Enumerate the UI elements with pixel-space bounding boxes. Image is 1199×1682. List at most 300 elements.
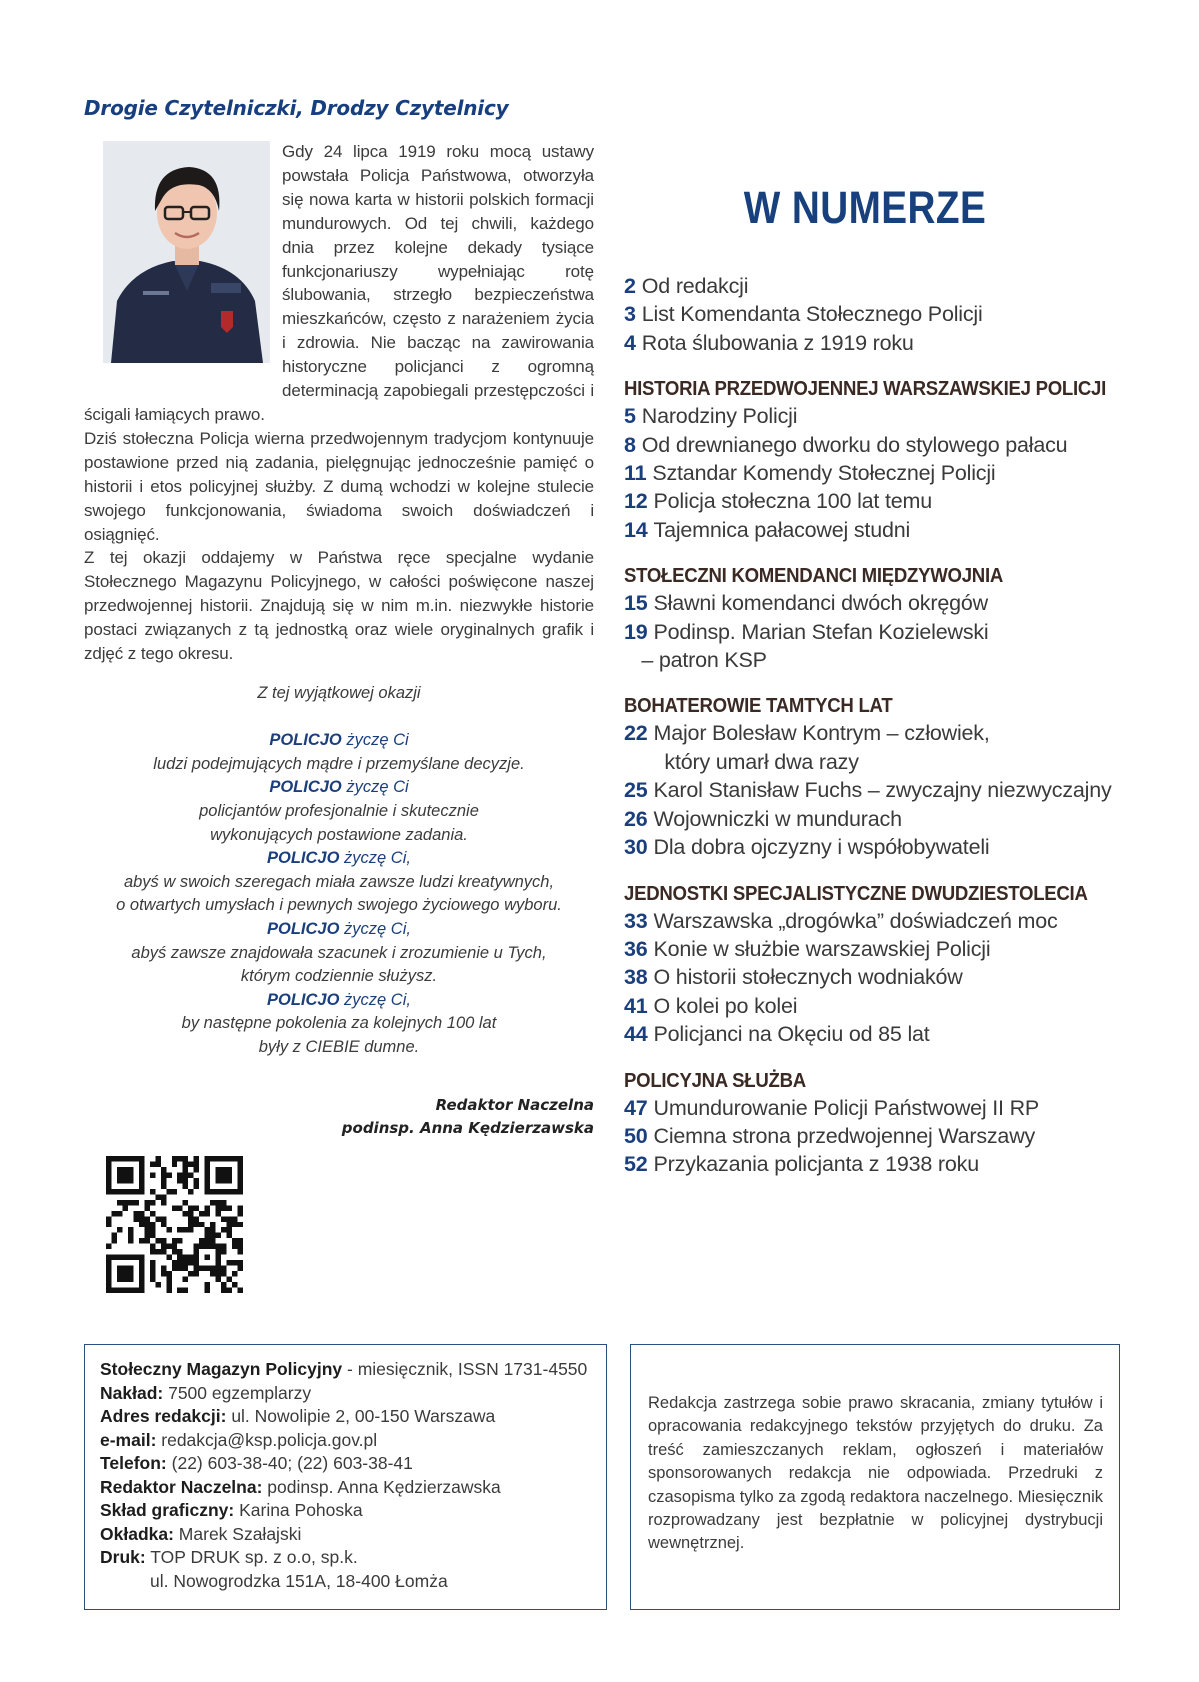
qr-module: [139, 1156, 144, 1161]
qr-module: [133, 1216, 138, 1221]
toc-page-number: 50: [624, 1123, 648, 1148]
qr-module: [194, 1216, 199, 1221]
qr-module: [122, 1200, 127, 1205]
qr-module: [139, 1266, 144, 1271]
qr-module: [188, 1271, 193, 1276]
qr-module: [161, 1271, 166, 1276]
qr-module: [161, 1266, 166, 1271]
qr-module: [199, 1266, 204, 1271]
qr-module: [128, 1156, 133, 1161]
wish-line: policjantów profesjonalnie i skutecznie: [199, 801, 479, 820]
qr-module: [210, 1227, 215, 1232]
qr-module: [232, 1189, 237, 1194]
toc-entry[interactable]: [624, 516, 1184, 544]
wishes-list: [84, 729, 594, 1059]
qr-module: [150, 1172, 155, 1177]
qr-module: [111, 1156, 116, 1161]
qr-module: [139, 1161, 144, 1166]
qr-module: [117, 1271, 122, 1276]
imprint-key: Redaktor Naczelna:: [100, 1476, 263, 1497]
qr-module: [210, 1244, 215, 1249]
qr-module: [128, 1189, 133, 1194]
toc-page-number: 30: [624, 835, 648, 860]
wishes-intro: Z tej wyjątkowej okazji: [257, 684, 421, 702]
qr-module: [106, 1216, 111, 1221]
toc-entry[interactable]: [624, 805, 1184, 833]
qr-module: [150, 1222, 155, 1227]
qr-module: [122, 1172, 127, 1177]
qr-module: [128, 1277, 133, 1282]
toc-entry[interactable]: [624, 272, 1184, 300]
qr-module: [150, 1260, 155, 1265]
qr-module: [166, 1189, 171, 1194]
qr-module: [232, 1244, 237, 1249]
qr-module: [227, 1260, 232, 1265]
imprint-details: [100, 1358, 600, 1593]
qr-module: [183, 1288, 188, 1293]
qr-module: [117, 1266, 122, 1271]
qr-module: [188, 1222, 193, 1227]
qr-module: [139, 1282, 144, 1287]
qr-module: [122, 1156, 127, 1161]
qr-module: [166, 1282, 171, 1287]
qr-module: [172, 1161, 177, 1166]
qr-module: [199, 1211, 204, 1216]
toc-entry[interactable]: [624, 1094, 1184, 1122]
qr-module: [161, 1178, 166, 1183]
qr-module: [128, 1227, 133, 1232]
qr-module: [183, 1255, 188, 1260]
qr-module: [144, 1233, 149, 1238]
qr-module: [194, 1271, 199, 1276]
qr-module: [106, 1161, 111, 1166]
toc-section-heading: STOŁECZNI KOMENDANCI MIĘDZYWOJNIA: [624, 565, 1003, 588]
qr-module: [128, 1288, 133, 1293]
qr-module: [155, 1282, 160, 1287]
qr-module: [155, 1161, 160, 1166]
qr-module: [238, 1183, 243, 1188]
qr-module: [117, 1227, 122, 1232]
qr-module: [238, 1260, 243, 1265]
qr-module: [216, 1200, 221, 1205]
signature-name: podinsp. Anna Kędzierzawska: [341, 1119, 594, 1137]
qr-module: [227, 1172, 232, 1177]
wish-line: wykonujących postawione zadania.: [210, 825, 468, 844]
qr-module: [128, 1271, 133, 1276]
qr-module: [238, 1244, 243, 1249]
qr-module: [117, 1167, 122, 1172]
qr-module: [144, 1227, 149, 1232]
qr-module: [205, 1183, 210, 1188]
qr-module: [205, 1244, 210, 1249]
toc-entry[interactable]: [624, 618, 1184, 646]
qr-module: [227, 1233, 232, 1238]
toc-entry[interactable]: [624, 963, 1184, 991]
qr-module: [128, 1167, 133, 1172]
qr-module: [139, 1288, 144, 1293]
toc-entry-title: Major Bolesław Kontrym – człowiek,: [653, 721, 990, 746]
qr-module: [188, 1189, 193, 1194]
qr-module: [144, 1216, 149, 1221]
qr-module: [144, 1238, 149, 1243]
toc-section: [624, 693, 1184, 861]
wish-keyword-line: [84, 729, 594, 753]
qr-module: [183, 1211, 188, 1216]
toc-entry-title: Rota ślubowania z 1919 roku: [641, 330, 914, 355]
wish-keyword: POLICJO: [269, 778, 342, 797]
qr-module: [216, 1244, 221, 1249]
qr-module: [139, 1183, 144, 1188]
qr-module: [161, 1200, 166, 1205]
qr-module: [238, 1172, 243, 1177]
toc-entry[interactable]: [624, 646, 1184, 674]
qr-module: [216, 1172, 221, 1177]
toc-entry[interactable]: [624, 589, 1184, 617]
qr-module: [106, 1260, 111, 1265]
qr-module: [122, 1189, 127, 1194]
wish-keyword-line: [84, 776, 594, 800]
toc-entry-title: Konie w służbie warszawskiej Policji: [653, 936, 991, 961]
qr-module: [133, 1211, 138, 1216]
qr-module: [216, 1255, 221, 1260]
qr-module: [150, 1200, 155, 1205]
qr-module: [106, 1156, 111, 1161]
toc-entry-title: Od drewnianego dworku do stylowego pałacu: [641, 432, 1068, 457]
imprint-row: [100, 1429, 600, 1453]
toc-entry[interactable]: [624, 935, 1184, 963]
wish-keyword: POLICJO: [267, 990, 340, 1009]
imprint-key: Adres redakcji:: [100, 1406, 227, 1426]
qr-module: [150, 1249, 155, 1254]
qr-module: [139, 1238, 144, 1243]
toc-page-number: 26: [624, 806, 648, 831]
qr-module: [166, 1271, 171, 1276]
qr-module: [128, 1178, 133, 1183]
qr-module: [238, 1205, 243, 1210]
wish-verb: życzę Ci,: [344, 990, 411, 1009]
qr-module: [194, 1255, 199, 1260]
qr-module: [117, 1211, 122, 1216]
toc-page-number: 2: [624, 274, 636, 298]
qr-module: [172, 1249, 177, 1254]
toc-page-number: 5: [624, 404, 636, 429]
qr-module: [161, 1222, 166, 1227]
toc-page-number: 3: [624, 302, 636, 327]
imprint-value: redakcja@ksp.policja.gov.pl: [156, 1429, 378, 1450]
qr-module: [150, 1244, 155, 1249]
toc-page-number: 47: [624, 1095, 648, 1120]
qr-module: [106, 1244, 111, 1249]
imprint-row: [100, 1546, 600, 1570]
toc-entry[interactable]: [624, 402, 1184, 430]
wish-line: by następne pokolenia za kolejnych 100 lat: [181, 1014, 497, 1033]
toc-page-number: 11: [624, 461, 647, 486]
qr-module: [183, 1183, 188, 1188]
toc-page-number: 36: [624, 936, 648, 961]
qr-module: [122, 1277, 127, 1282]
qr-module: [106, 1167, 111, 1172]
imprint-key: Nakład:: [100, 1382, 164, 1403]
qr-module: [238, 1249, 243, 1254]
letter-paragraph: Z tej okazji oddajemy w Państwa ręce specjalne wydanie Stołecznego Magazynu Policyjnego, w całości poświęcone naszej przedwojennej historii. Znajdują się w nim m.in. niezwykłe historie postaci związanych z tą jednostką oraz wiele oryginalnych grafik i zdjęć z tego okresu.: [84, 548, 594, 664]
toc-entry[interactable]: [624, 833, 1184, 861]
wish-line: abyś zawsze znajdowała szacunek i zrozumienie u Tych,: [131, 943, 547, 962]
qr-module: [188, 1255, 193, 1260]
qr-module: [122, 1255, 127, 1260]
qr-module: [172, 1156, 177, 1161]
qr-module: [227, 1156, 232, 1161]
qr-module: [221, 1167, 226, 1172]
qr-module: [155, 1156, 160, 1161]
qr-module: [188, 1227, 193, 1232]
toc-entry-title: Ciemna strona przedwojennej Warszawy: [653, 1123, 1036, 1148]
qr-module: [166, 1227, 171, 1232]
qr-module: [188, 1161, 193, 1166]
qr-module: [238, 1156, 243, 1161]
qr-module: [177, 1249, 182, 1254]
toc-entry[interactable]: [624, 1150, 1184, 1178]
imprint-row: [100, 1570, 600, 1594]
toc-entry-title: Sztandar Komendy Stołecznej Policji: [652, 461, 996, 486]
qr-module: [221, 1216, 226, 1221]
qr-module: [194, 1161, 199, 1166]
toc-section-heading: BOHATEROWIE TAMTYCH LAT: [624, 695, 893, 718]
toc-entry[interactable]: [624, 748, 1184, 776]
qr-module: [205, 1167, 210, 1172]
qr-module: [177, 1255, 182, 1260]
imprint-row: [100, 1499, 600, 1523]
qr-module: [227, 1167, 232, 1172]
toc-entry-title: Wojowniczki w mundurach: [653, 806, 902, 831]
toc-entry[interactable]: [624, 719, 1184, 747]
qr-module: [205, 1156, 210, 1161]
qr-module: [155, 1238, 160, 1243]
qr-module: [161, 1238, 166, 1243]
toc-entry[interactable]: [624, 1020, 1184, 1048]
qr-module: [216, 1156, 221, 1161]
editor-portrait-photo: [103, 141, 270, 363]
qr-module: [117, 1178, 122, 1183]
toc-entry[interactable]: [624, 300, 1184, 328]
toc-page-number: 8: [624, 432, 636, 457]
toc-page-number: 15: [624, 591, 648, 616]
toc-entry[interactable]: [624, 776, 1184, 804]
letter-greeting: Drogie Czytelniczki, Drodzy Czytelnicy: [84, 96, 509, 120]
qr-module: [210, 1271, 215, 1276]
qr-code-icon[interactable]: [106, 1156, 243, 1293]
wish-line: ludzi podejmujących mądre i przemyślane decyzje.: [153, 754, 525, 773]
qr-module: [216, 1249, 221, 1254]
toc-entry-title: Podinsp. Marian Stefan Kozielewski: [653, 619, 989, 644]
imprint-row: [100, 1476, 600, 1500]
qr-module: [188, 1205, 193, 1210]
toc-page-number: 25: [624, 778, 648, 803]
imprint-row: [100, 1358, 600, 1382]
qr-module: [216, 1189, 221, 1194]
qr-module: [216, 1266, 221, 1271]
qr-module: [194, 1249, 199, 1254]
qr-module: [194, 1260, 199, 1265]
qr-module: [111, 1255, 116, 1260]
table-of-contents: [624, 272, 1184, 1198]
toc-entry-title: Przykazania policjanta z 1938 roku: [653, 1152, 979, 1177]
wish-keyword-line: [84, 989, 594, 1013]
qr-module: [111, 1189, 116, 1194]
qr-module: [205, 1266, 210, 1271]
qr-module: [150, 1271, 155, 1276]
qr-module: [221, 1282, 226, 1287]
qr-module: [155, 1249, 160, 1254]
qr-module: [232, 1222, 237, 1227]
toc-page-number: 52: [624, 1152, 648, 1177]
qr-module: [172, 1260, 177, 1265]
toc-section-heading: JEDNOSTKI SPECJALISTYCZNE DWUDZIESTOLECIA: [624, 882, 1088, 905]
toc-entry[interactable]: [624, 459, 1184, 487]
qr-module: [238, 1161, 243, 1166]
toc-page-number: 14: [624, 517, 648, 542]
toc-entry[interactable]: [624, 487, 1184, 515]
qr-module: [161, 1167, 166, 1172]
imprint-key: e-mail:: [100, 1429, 157, 1450]
qr-module: [232, 1282, 237, 1287]
qr-module: [122, 1167, 127, 1172]
qr-module: [128, 1238, 133, 1243]
qr-module: [128, 1233, 133, 1238]
qr-module: [227, 1277, 232, 1282]
qr-module: [128, 1200, 133, 1205]
qr-module: [221, 1244, 226, 1249]
qr-module: [205, 1255, 210, 1260]
editorial-notice-text: Redakcja zastrzega sobie prawo skracania, zmiany tytułów i opracowania redakcyjnego tekstów przyjętych do druku. Za treść zamieszczanych reklam, ogłoszeń i materiałów sponsorowanych redakcja nie odpowiada. Przedruki z czasopisma tylko za zgodą redaktora naczelnego. Miesięcznik rozprowadzany jest bezpłatnie w policyjnej dystrybucji wewnętrznej.: [648, 1394, 1103, 1553]
imprint-key: Skład graficzny:: [100, 1500, 235, 1520]
qr-module: [161, 1194, 166, 1199]
qr-module: [177, 1178, 182, 1183]
toc-entry-title: – patron KSP: [624, 648, 767, 673]
qr-module: [210, 1156, 215, 1161]
qr-module: [139, 1167, 144, 1172]
qr-module: [205, 1172, 210, 1177]
qr-module: [194, 1205, 199, 1210]
qr-module: [172, 1238, 177, 1243]
qr-module: [111, 1238, 116, 1243]
toc-section-heading: POLICYJNA SŁUŻBA: [624, 1069, 806, 1092]
qr-module: [238, 1211, 243, 1216]
qr-module: [183, 1161, 188, 1166]
imprint-value: - miesięcznik, ISSN 1731-4550: [342, 1359, 588, 1379]
toc-page-number: 44: [624, 1022, 648, 1047]
qr-module: [150, 1211, 155, 1216]
qr-module: [238, 1266, 243, 1271]
qr-module: [232, 1238, 237, 1243]
qr-module: [122, 1205, 127, 1210]
qr-module: [227, 1205, 232, 1210]
qr-module: [155, 1194, 160, 1199]
qr-module: [172, 1244, 177, 1249]
wish-line: o otwartych umysłach i pewnych swojego życiowego wyboru.: [116, 896, 562, 915]
qr-module: [238, 1288, 243, 1293]
qr-module: [227, 1222, 232, 1227]
toc-entry-title: który umarł dwa razy: [624, 749, 859, 774]
qr-module: [139, 1189, 144, 1194]
toc-entry[interactable]: [624, 431, 1184, 459]
qr-module: [238, 1238, 243, 1243]
qr-module: [139, 1211, 144, 1216]
toc-page-number: 22: [624, 721, 648, 746]
qr-module: [166, 1255, 171, 1260]
qr-module: [221, 1288, 226, 1293]
qr-module: [106, 1271, 111, 1276]
qr-module: [216, 1211, 221, 1216]
toc-entry-title: O kolei po kolei: [653, 993, 798, 1018]
toc-entry-title: Umundurowanie Policji Państwowej II RP: [653, 1095, 1040, 1120]
imprint-value: (22) 603-38-40; (22) 603-38-41: [166, 1453, 413, 1473]
signature: [300, 1094, 594, 1140]
qr-module: [194, 1222, 199, 1227]
toc-entry-title: Tajemnica pałacowej studni: [653, 517, 911, 542]
qr-module: [172, 1189, 177, 1194]
qr-module: [232, 1216, 237, 1221]
qr-module: [210, 1222, 215, 1227]
imprint-row: [100, 1523, 600, 1547]
qr-module: [111, 1288, 116, 1293]
imprint-value: Karina Pohoska: [234, 1500, 363, 1520]
qr-module: [128, 1172, 133, 1177]
qr-module: [232, 1156, 237, 1161]
wish-verb: życzę Ci,: [344, 849, 411, 868]
toc-section: [624, 1068, 1184, 1179]
toc-entry[interactable]: [624, 907, 1184, 935]
qr-module: [177, 1266, 182, 1271]
imprint-value: Marek Szałajski: [173, 1523, 302, 1544]
qr-module: [205, 1227, 210, 1232]
qr-module: [117, 1288, 122, 1293]
qr-module: [221, 1227, 226, 1232]
toc-entry-title: List Komendanta Stołecznego Policji: [641, 302, 983, 327]
qr-module: [139, 1178, 144, 1183]
wish-line: którym codziennie służysz.: [240, 967, 438, 986]
toc-section: [624, 376, 1184, 544]
toc-entry[interactable]: [624, 1122, 1184, 1150]
toc-entry[interactable]: [624, 329, 1184, 357]
qr-module: [150, 1233, 155, 1238]
qr-module: [139, 1260, 144, 1265]
qr-module: [221, 1266, 226, 1271]
qr-module: [133, 1189, 138, 1194]
imprint-row: [100, 1405, 600, 1429]
toc-entry[interactable]: [624, 992, 1184, 1020]
qr-module: [221, 1200, 226, 1205]
qr-module: [161, 1216, 166, 1221]
toc-page-number: 19: [624, 619, 648, 644]
qr-module: [166, 1277, 171, 1282]
qr-module: [205, 1178, 210, 1183]
qr-module: [155, 1216, 160, 1221]
imprint-value: ul. Nowolipie 2, 00-150 Warszawa: [226, 1406, 496, 1426]
qr-module: [161, 1183, 166, 1188]
qr-module: [111, 1233, 116, 1238]
qr-module: [150, 1189, 155, 1194]
imprint-key: Stołeczny Magazyn Policyjny: [100, 1359, 343, 1379]
toc-section: [624, 563, 1184, 674]
qr-module: [238, 1222, 243, 1227]
qr-module: [227, 1189, 232, 1194]
qr-module: [139, 1277, 144, 1282]
qr-module: [194, 1183, 199, 1188]
qr-module: [199, 1238, 204, 1243]
qr-module: [161, 1249, 166, 1254]
wish-verb: życzę Ci,: [344, 919, 411, 938]
qr-module: [150, 1266, 155, 1271]
